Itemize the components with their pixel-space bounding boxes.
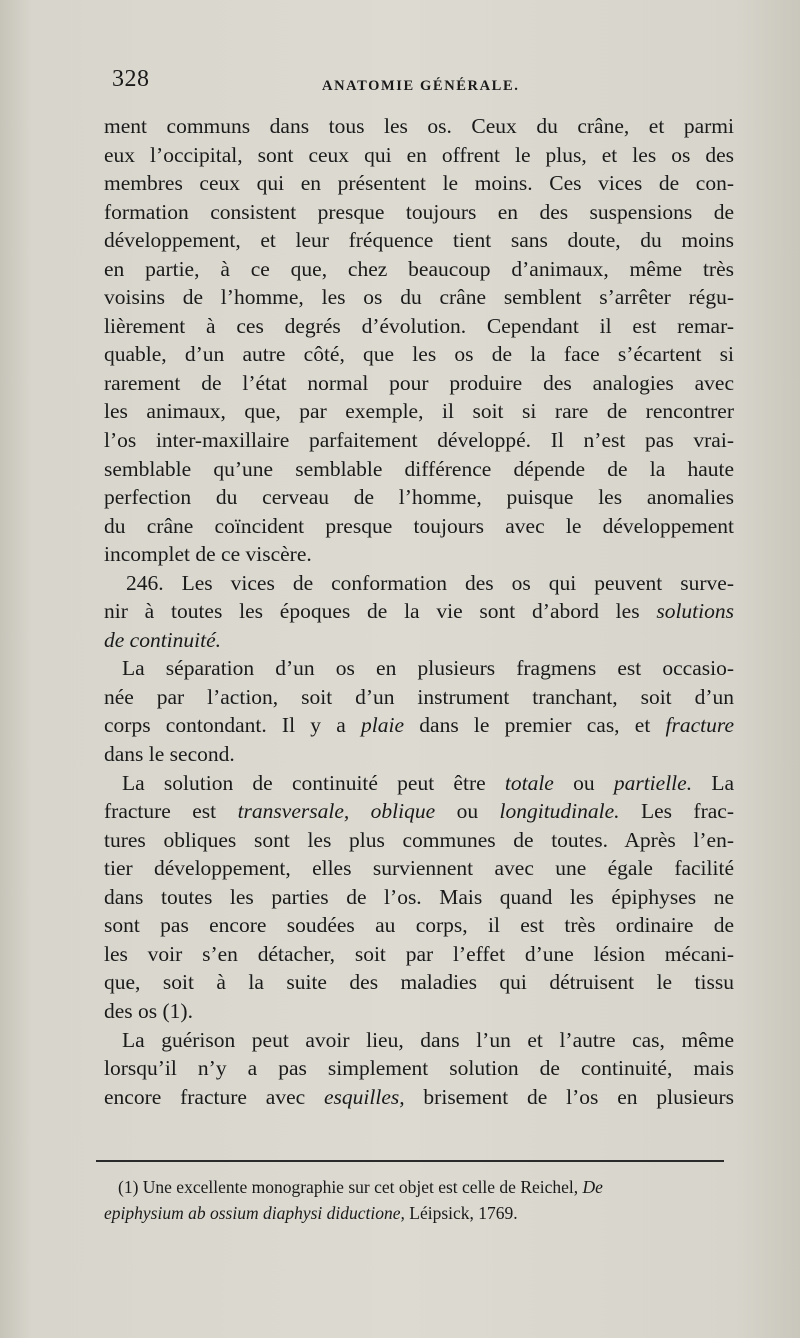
footnote-line [104, 1174, 734, 1200]
body-text [104, 112, 734, 1111]
text-line: formation consistent presque toujours en des suspensions de [104, 199, 734, 224]
text-line: semblable qu’une semblable différence dépende de la haute [104, 456, 734, 481]
text-segment: La [692, 770, 734, 795]
paragraph-246-line [104, 626, 734, 655]
footnote [104, 1174, 734, 1226]
text-line: en partie, à ce que, chez beaucoup d’animaux, même très [104, 256, 734, 281]
paragraph-separation-line: dans le second. [104, 742, 235, 767]
paragraph-solution-line: les voir s’en détacher, soit par l’effet d’une lésion mécani- [104, 941, 734, 966]
paragraph-solution-line: tures obliques sont les plus communes de toutes. Après l’en- [104, 827, 734, 852]
paragraph-guerison-line [104, 1083, 734, 1112]
paragraph-solution-line: sont pas encore soudées au corps, il est très ordinaire de [104, 913, 734, 938]
paragraph-solution-line: dans toutes les parties de l’os. Mais quand les épiphyses ne [104, 884, 734, 909]
paragraph-guerison-line: La guérison peut avoir lieu, dans l’un et l’autre cas, même [122, 1027, 734, 1052]
paragraph-solution-line: que, soit à la suite des maladies qui détruisent le tissu [104, 970, 734, 995]
text-segment: nir à toutes les époques de la vie sont d’abord les [104, 599, 657, 624]
text-line: l’os inter-maxillaire parfaitement développé. Il n’est pas vrai- [104, 428, 734, 453]
italic-term: epiphysium ab ossium diaphysi diductione, [104, 1203, 405, 1223]
text-line: perfection du cerveau de l’homme, puisque les anomalies [104, 485, 734, 510]
paragraph-solution-line [104, 769, 734, 798]
footnote-divider [96, 1160, 724, 1162]
footnote-reference-line: des os (1). [104, 998, 193, 1023]
paragraph-solution-line: tier développement, elles surviennent avec une égale facilité [104, 856, 734, 881]
text-segment: (1) Une excellente monographie sur cet objet est celle de Reichel, [118, 1177, 583, 1197]
paragraph-separation-line: La séparation d’un os en plusieurs fragmens est occasio- [122, 656, 734, 681]
italic-term: totale [504, 770, 554, 795]
text-segment: ou [553, 770, 614, 795]
running-head: ANATOMIE GÉNÉRALE. [322, 78, 520, 94]
italic-term: plaie [361, 713, 405, 738]
italic-term: De [582, 1177, 603, 1197]
text-segment: fracture est [104, 799, 238, 824]
italic-term: transversale, [237, 799, 350, 824]
text-segment [349, 799, 370, 823]
paragraph-separation-line: née par l’action, soit d’un instrument tranchant, soit d’un [104, 684, 734, 709]
italic-term: longitudinale. [499, 799, 620, 824]
text-segment: dans le premier cas, et [404, 713, 666, 738]
text-segment: Les frac- [619, 799, 734, 824]
text-line: membres ceux qui en présentent le moins. Ces vices de con- [104, 171, 734, 196]
page-number: 328 [112, 66, 150, 92]
italic-term: oblique [370, 799, 436, 824]
italic-term: partielle. [613, 770, 693, 795]
text-line: lièrement à ces degrés d’évolution. Cependant il est remar- [104, 313, 734, 338]
text-line: incomplet de ce viscère. [104, 542, 312, 567]
text-segment: brisement de l’os en plusieurs [404, 1084, 734, 1109]
text-line: rarement de l’état normal pour produire des analogies avec [104, 370, 734, 395]
text-line: quable, d’un autre côté, que les os de la face s’écartent si [104, 342, 734, 367]
italic-term: esquilles, [323, 1084, 405, 1109]
text-line: eux l’occipital, sont ceux qui en offrent le plus, et les os des [104, 142, 734, 167]
text-segment: corps contondant. Il y a [104, 713, 362, 738]
paragraph-solution-line [104, 797, 734, 826]
text-segment: encore fracture avec [104, 1084, 324, 1109]
italic-term: solutions [656, 599, 734, 624]
text-segment: ou [435, 799, 500, 824]
text-line: du crâne coïncident presque toujours avec le développement [104, 513, 734, 538]
text-segment: Léipsick, 1769. [404, 1203, 518, 1223]
footnote-line [104, 1200, 734, 1226]
italic-term: de continuité. [104, 627, 222, 652]
paragraph-separation-line [104, 711, 734, 740]
text-line: les animaux, que, par exemple, il soit si rare de rencontrer [104, 399, 734, 424]
paragraph-guerison-line: lorsqu’il n’y a pas simplement solution de continuité, mais [104, 1056, 734, 1081]
italic-term: fracture [665, 713, 735, 738]
paragraph-246-line: 246. Les vices de conformation des os qui peuvent surve- [126, 570, 734, 595]
page-header [112, 66, 724, 106]
text-segment: La solution de continuité peut être [122, 770, 505, 795]
text-line: développement, et leur fréquence tient sans doute, du moins [104, 228, 734, 253]
paragraph-246-line [104, 597, 734, 626]
text-line: ment communs dans tous les os. Ceux du crâne, et parmi [104, 114, 734, 138]
text-line: voisins de l’homme, les os du crâne semblent s’arrêter régu- [104, 285, 734, 310]
